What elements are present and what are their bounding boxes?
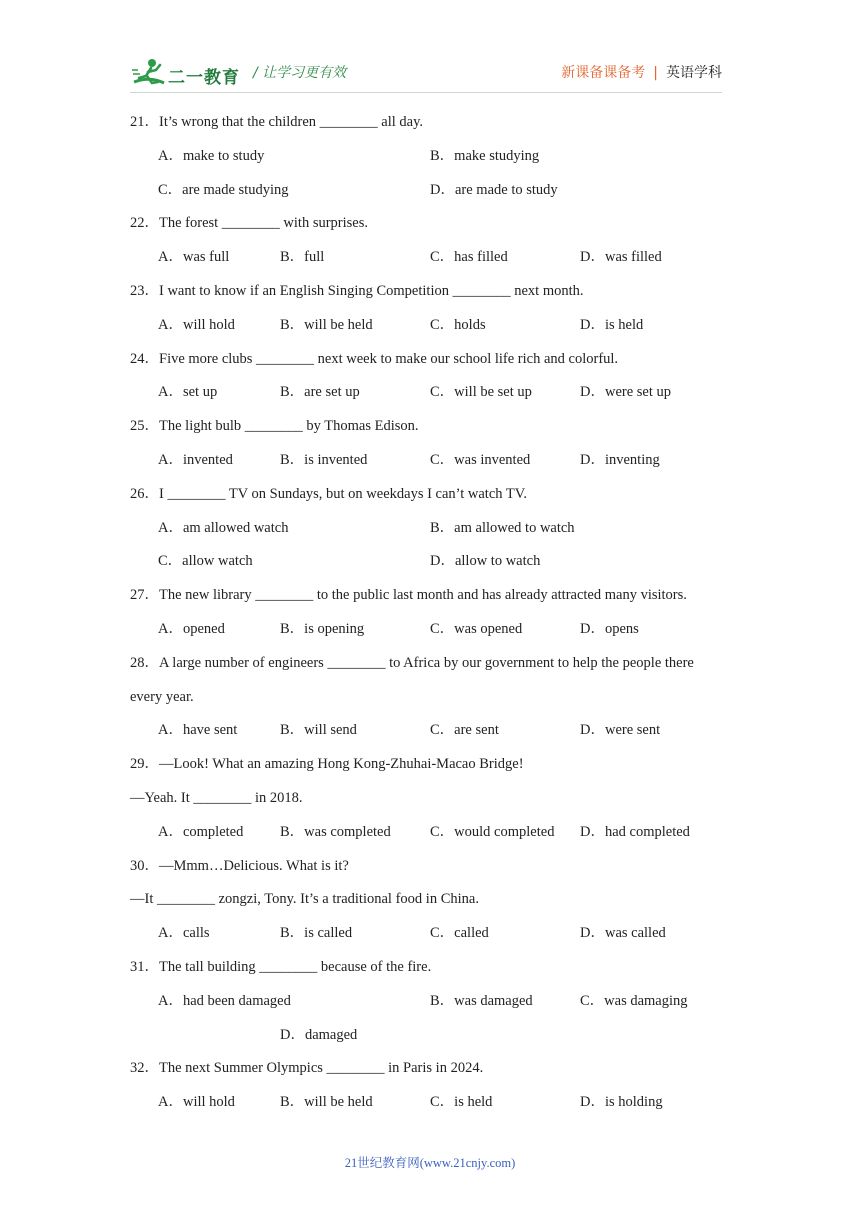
question-text: 23．I want to know if an English Singing Competition ________ next month. xyxy=(130,282,584,299)
answer-option: D．allow to watch xyxy=(430,553,541,570)
question-text: 24．Five more clubs ________ next week to make our school life rich and colorful. xyxy=(130,350,619,367)
options-row xyxy=(130,615,730,649)
answer-option: C．would completed xyxy=(430,823,555,840)
answer-option: B．is invented xyxy=(280,451,368,468)
answer-option: D．was filled xyxy=(580,249,662,266)
logo-text: 二一教育 xyxy=(168,68,240,88)
answer-option: D．had completed xyxy=(580,823,690,840)
answer-option: D．opens xyxy=(580,620,639,637)
answer-option: D．were set up xyxy=(580,384,672,401)
answer-option: A．calls xyxy=(158,925,210,942)
options-row xyxy=(130,243,730,277)
header-subject: 英语学科 xyxy=(666,65,722,81)
answer-option: A．have sent xyxy=(158,722,238,739)
header-course: 新课备课备考 xyxy=(561,65,646,81)
answer-option: B．are set up xyxy=(280,384,360,401)
answer-option: C．called xyxy=(430,925,489,942)
answer-option: A．am allowed watch xyxy=(158,519,289,536)
header-separator: | xyxy=(653,65,658,81)
answer-option: A．was full xyxy=(158,249,230,266)
answer-option: D．are made to study xyxy=(430,181,558,198)
answer-option: C．holds xyxy=(430,316,486,333)
question-text: 31．The tall building ________ because of the fire. xyxy=(130,958,432,975)
options-row xyxy=(130,987,730,1021)
options-row xyxy=(130,547,730,581)
answer-option: B．is called xyxy=(280,925,353,942)
question-text: 32．The next Summer Olympics ________ in Paris in 2024. xyxy=(130,1060,484,1077)
answer-option: C．are made studying xyxy=(158,181,289,198)
answer-option: C．allow watch xyxy=(158,553,253,570)
answer-option: D．was called xyxy=(580,925,666,942)
answer-option: D．damaged xyxy=(280,1026,358,1043)
answer-option: D．is held xyxy=(580,316,644,333)
header-slogan: / 让学习更有效 xyxy=(253,65,347,81)
answer-option: A．will hold xyxy=(158,316,235,333)
options-row xyxy=(130,716,730,750)
options-row xyxy=(130,311,730,345)
answer-option: B．was completed xyxy=(280,823,391,840)
question-text: 27．The new library ________ to the public last month and has already attracted many visitors. xyxy=(130,587,687,604)
question-text: 30．—Mmm…Delicious. What is it? xyxy=(130,857,349,874)
options-row xyxy=(130,176,730,210)
question-text: 29．—Look! What an amazing Hong Kong-Zhuhai-Macao Bridge! xyxy=(130,756,524,773)
answer-option: D．is holding xyxy=(580,1094,663,1111)
answer-option: C．are sent xyxy=(430,722,499,739)
answer-option: A．make to study xyxy=(158,147,265,164)
question-list xyxy=(130,108,730,1122)
question-text: —It ________ zongzi, Tony. It’s a traditional food in China. xyxy=(130,891,479,908)
answer-option: C．was opened xyxy=(430,620,523,637)
answer-option: A．had been damaged xyxy=(158,992,291,1009)
answer-option: B．am allowed to watch xyxy=(430,519,575,536)
answer-option: C．was invented xyxy=(430,451,531,468)
answer-option: A．opened xyxy=(158,620,225,637)
answer-option: A．invented xyxy=(158,451,233,468)
question-text: 21．It’s wrong that the children ________ all day. xyxy=(130,114,424,130)
answer-option: C．will be set up xyxy=(430,384,532,401)
question-text: 22．The forest ________ with surprises. xyxy=(130,215,369,232)
options-row xyxy=(130,1021,730,1055)
answer-option: B．will be held xyxy=(280,316,373,333)
answer-option: B．was damaged xyxy=(430,992,533,1009)
answer-option: B．is opening xyxy=(280,620,365,637)
options-row xyxy=(130,818,730,852)
answer-option: C．is held xyxy=(430,1094,493,1111)
question-text: 28．A large number of engineers ________ to Africa by our government to help the people there xyxy=(130,654,694,671)
answer-option: D．inventing xyxy=(580,451,660,468)
answer-option: B．will send xyxy=(280,722,357,739)
options-row xyxy=(130,446,730,480)
answer-option: D．were sent xyxy=(580,722,661,739)
page-footer: 21世纪教育网(www.21cnjy.com) xyxy=(344,1156,516,1170)
page-header xyxy=(0,0,860,100)
options-row xyxy=(130,142,730,176)
options-row xyxy=(130,514,730,548)
answer-option: A．set up xyxy=(158,384,218,401)
answer-option: C．has filled xyxy=(430,249,508,266)
question-text: —Yeah. It ________ in 2018. xyxy=(130,789,303,806)
header-right xyxy=(561,62,722,82)
options-row xyxy=(130,1088,730,1122)
options-row xyxy=(130,919,730,953)
answer-option: B．make studying xyxy=(430,147,540,164)
header-divider xyxy=(130,92,722,93)
answer-option: B．full xyxy=(280,249,325,266)
answer-option: C．was damaging xyxy=(580,992,688,1009)
question-text: 26．I ________ TV on Sundays, but on weekdays I can’t watch TV. xyxy=(130,485,527,502)
answer-option: A．completed xyxy=(158,823,244,840)
answer-option: B．will be held xyxy=(280,1094,373,1111)
options-row xyxy=(130,378,730,412)
question-text: 25．The light bulb ________ by Thomas Edison. xyxy=(130,418,419,435)
answer-option: A．will hold xyxy=(158,1094,235,1111)
question-text: every year. xyxy=(130,688,194,705)
